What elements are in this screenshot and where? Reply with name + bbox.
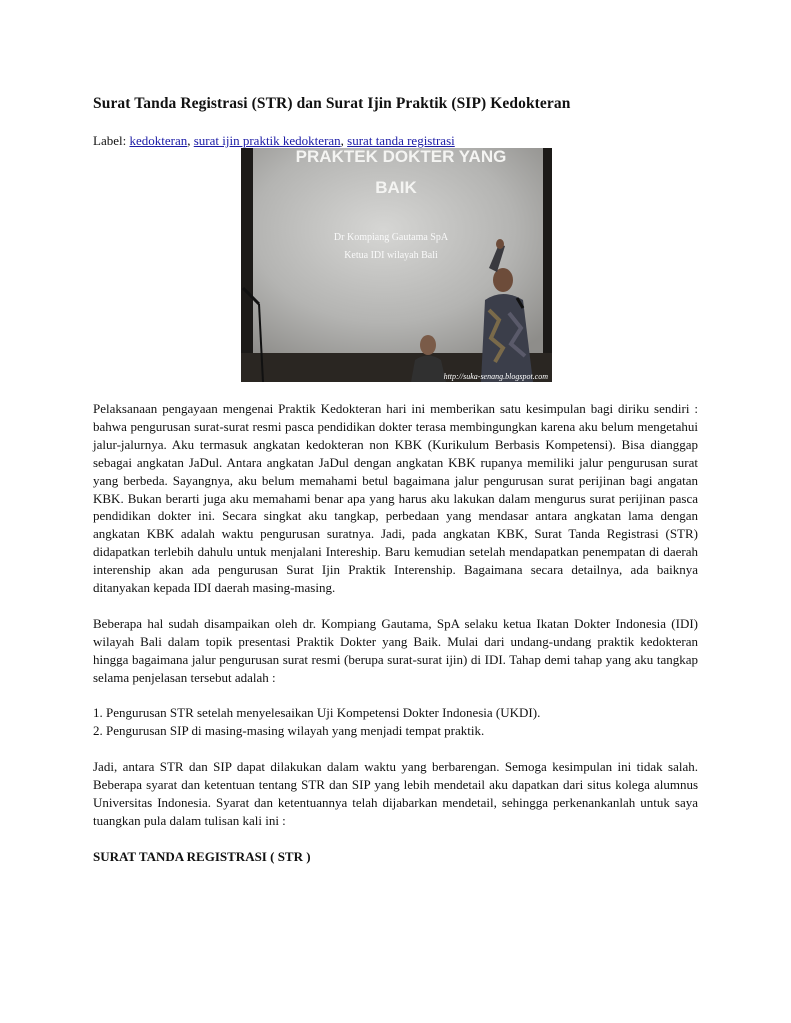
slide-author: Dr Kompiang Gautama SpA — [333, 232, 449, 243]
list-item-1: 1. Pengurusan STR setelah menyelesaikan Uji Kompetensi Dokter Indonesia (UKDI). — [93, 705, 541, 721]
article-body — [93, 400, 698, 866]
section-heading: SURAT TANDA REGISTRASI ( STR ) — [93, 848, 311, 864]
label-link-kedokteran[interactable]: kedokteran — [129, 133, 188, 148]
article — [93, 94, 698, 864]
article-title: Surat Tanda Registrasi (STR) dan Surat Ijin Praktik (SIP) Kedokteran — [93, 95, 571, 112]
presentation-photo — [241, 148, 552, 382]
slide-title-line2: BAIK — [375, 178, 417, 197]
label-prefix: Label: — [93, 133, 130, 148]
slide-title: PRAKTEK DOKTER YANG — [295, 148, 507, 166]
slide-role: Ketua IDI wilayah Bali — [344, 250, 438, 261]
steps-list — [93, 704, 698, 740]
photo-watermark: http://suka-senang.blogspot.com — [443, 372, 548, 381]
label-link-surat-tanda-registrasi[interactable]: surat tanda registrasi — [347, 133, 455, 148]
paragraph-2: Beberapa hal sudah disampaikan oleh dr. Kompiang Gautama, SpA selaku ketua Ikatan Dokter Indonesia (IDI) wilayah Bali dalam topik presentasi Praktik Dokter yang Baik. Mulai dari undang-undang praktik kedokteran hingga bagaimana jalur pengurusan surat resmi (berupa surat-surat ijin) di IDI. Tahap demi tahap yang aku tangkap selama penjelasan tersebut adalah : — [93, 615, 698, 685]
label-link-surat-ijin-praktik[interactable]: surat ijin praktik kedokteran — [193, 133, 341, 148]
paragraph-3: Jadi, antara STR dan SIP dapat dilakukan dalam waktu yang berbarengan. Semoga kesimpulan ini tidak salah. Beberapa syarat dan ketentuan tentang STR dan SIP yang lebih mendetail aku dapatkan dari situs kolega alumnus Universitas Indonesia. Syarat dan ketentuannya telah dijabarkan mendetail, sehingga perkenankanlah untuk saya tuangkan pula dalam tulisan kali ini : — [93, 759, 698, 828]
label-row: Label: kedokteran, surat ijin praktik kedokteran, surat tanda registrasi — [93, 133, 455, 148]
paragraph-1: Pelaksanaan pengayaan mengenai Praktik Kedokteran hari ini memberikan satu kesimpulan bagi diriku sendiri : bahwa pengurusan surat-surat resmi pasca pendidikan dokter terasa membingungkan karena aku belum mengetahui jalur-jalurnya. Aku termasuk angkatan kedokteran non KBK (Kurikulum Berbasis Kompetensi). Bisa dianggap sebagai angkatan JaDul. Antara angkatan JaDul dengan angkatan KBK rupanya memiliki jalur pengurusan surat yang berbeda. Sayangnya, aku belum memahami betul bagaimana jalur pengurusan surat perijinan bagi angatan KBK. Bukan berarti juga aku memahami benar apa yang harus aku lakukan dalam mengurus surat perijinan pasca pendidikan dokter ini. Secara singkat aku tangkap, perbedaan yang mendasar antara angkatan lama dengan angkatan KBK adalah waktu pengurusan suratnya. Jadi, pada angkatan KBK, Surat Tanda Registrasi (STR) didapatkan terlebih dahulu untuk menjalani Intereship. Baru kemudian setelah mendapatkan penempatan di daerah interenship akan ada pengurusan Surat Ijin Praktik Interenship. Bagaimana secara detailnya, ada baiknya ditanyakan kepada IDI daerah masing-masing. — [93, 401, 698, 596]
list-item-2: 2. Pengurusan SIP di masing-masing wilayah yang menjadi tempat praktik. — [93, 723, 485, 739]
